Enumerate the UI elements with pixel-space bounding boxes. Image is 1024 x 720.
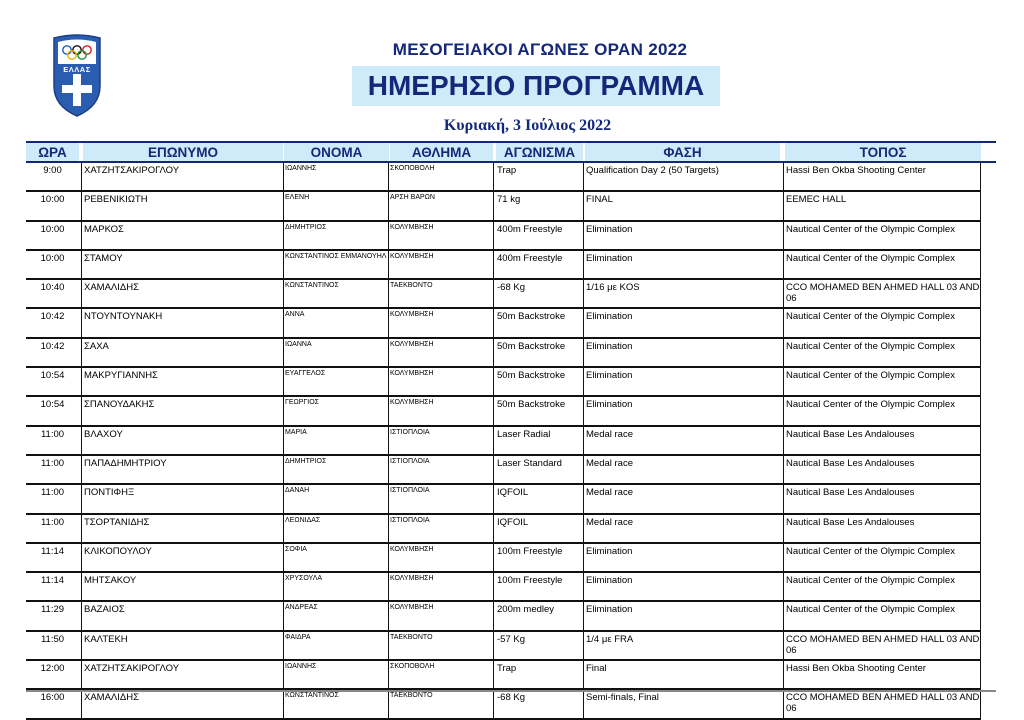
cell-surname: ΠΟΝΤΙΦΗΞ [84, 487, 135, 499]
cell-time: 11:00 [40, 428, 65, 440]
cell-surname: ΜΗΤΣΑΚΟΥ [84, 575, 137, 587]
cell-phase: Elimination [586, 252, 633, 264]
column-divider [783, 339, 784, 366]
column-divider [783, 544, 784, 571]
cell-venue: EEMEC HALL [786, 194, 847, 206]
cell-surname: ΚΑΛΤΕΚΗ [84, 633, 128, 645]
cell-sport: ΚΟΛΥΜΒΗΣΗ [390, 399, 434, 407]
cell-time: 10:54 [40, 399, 65, 411]
cell-name: ΕΥΑΓΓΕΛΟΣ [285, 370, 326, 378]
table-row [26, 222, 981, 251]
table-row [26, 632, 981, 661]
column-divider [81, 690, 82, 717]
cell-time: 10:42 [40, 311, 65, 323]
cell-surname: ΤΣΟΡΤΑΝΙΔΗΣ [84, 516, 150, 528]
table-row [26, 485, 981, 514]
column-divider [493, 368, 494, 395]
column-divider [783, 222, 784, 249]
cell-name: ΚΩΝΣΤΑΝΤΙΝΟΣ [285, 282, 339, 290]
document-title: ΜΕΣΟΓΕΙΑΚΟΙ ΑΓΩΝΕΣ ΟΡΑΝ 2022 [392, 40, 688, 59]
cell-sport: ΙΣΤΙΟΠΛΟΙΑ [390, 516, 430, 524]
cell-venue: Nautical Center of the Olympic Complex [786, 545, 955, 557]
cell-sport: ΤΑΕΚΒΟΝΤΟ [390, 282, 433, 290]
cell-sport: ΣΚΟΠΟΒΟΛΗ [390, 165, 435, 172]
cell-name: ΑΝΔΡΕΑΣ [285, 604, 318, 612]
cell-name: ΣΟΦΙΑ [285, 545, 307, 553]
cell-time: 10:00 [40, 252, 65, 264]
cell-venue: Nautical Base Les Andalouses [786, 457, 915, 469]
cell-event: 100m Freestyle [497, 545, 563, 557]
column-header-time: ΩΡΑ [26, 143, 79, 161]
cell-sport: ΤΑΕΚΒΟΝΤΟ [390, 692, 433, 700]
cell-venue: CCO MOHAMED BEN AHMED HALL 03 AND 06 [786, 633, 980, 656]
cell-surname: ΧΑΤΖΗΤΣΑΚΙΡΟΓΛΟΥ [84, 663, 180, 675]
logo-text: ΕΛΛΑΣ [63, 65, 91, 74]
cell-phase: Elimination [586, 399, 633, 411]
cell-venue: Nautical Center of the Olympic Complex [786, 604, 955, 616]
column-divider [493, 456, 494, 483]
cell-name: ΦΑΙΔΡΑ [285, 633, 311, 641]
column-divider [81, 544, 82, 571]
cell-name: ΑΝΝΑ [285, 311, 305, 319]
cell-time: 10:00 [40, 223, 65, 235]
cell-phase: Final [586, 663, 607, 675]
cell-sport: ΑΡΣΗ ΒΑΡΩΝ [390, 194, 435, 202]
table-row [26, 515, 981, 544]
cell-phase: Elimination [586, 575, 633, 587]
column-divider [783, 690, 784, 717]
table-row [26, 456, 981, 485]
cell-venue: Nautical Center of the Olympic Complex [786, 575, 955, 587]
cell-sport: ΚΟΛΥΜΒΗΣΗ [390, 545, 434, 553]
table-row [26, 544, 981, 573]
column-header-event: ΑΓΩΝΙΣΜΑ [496, 143, 583, 161]
cell-event: 50m Backstroke [497, 340, 566, 352]
cell-event: -57 Kg [497, 633, 525, 645]
cell-name: ΛΕΩΝΙΔΑΣ [285, 516, 321, 524]
cell-venue: CCO MOHAMED BEN AHMED HALL 03 AND 06 [786, 692, 980, 715]
column-divider [493, 544, 494, 571]
table-row [26, 309, 981, 338]
cell-sport: ΙΣΤΙΟΠΛΟΙΑ [390, 487, 430, 495]
cell-venue: Nautical Center of the Olympic Complex [786, 252, 955, 264]
cell-name: ΚΩΝΣΤΑΝΤΙΝΟΣ ΕΜΜΑΝΟΥΗΛ [285, 252, 387, 260]
cell-event: Laser Radial [497, 428, 551, 440]
cell-event: 400m Freestyle [497, 252, 563, 264]
schedule-table-body [26, 163, 981, 720]
column-divider [81, 661, 82, 688]
column-divider [783, 661, 784, 688]
cell-surname: ΣΠΑΝΟΥΔΑΚΗΣ [84, 399, 155, 411]
cell-sport: ΚΟΛΥΜΒΗΣΗ [390, 575, 434, 583]
cell-event: IQFOIL [497, 516, 529, 528]
document-date: Κυριακή, 3 Ιούλιος 2022 [443, 117, 612, 134]
cell-venue: Nautical Center of the Olympic Complex [786, 370, 955, 382]
cell-sport: ΤΑΕΚΒΟΝΤΟ [390, 633, 433, 641]
cell-venue: Nautical Center of the Olympic Complex [786, 311, 955, 323]
column-divider [493, 602, 494, 629]
cell-name: ΓΕΩΡΓΙΟΣ [285, 399, 319, 407]
cell-name: ΚΩΝΣΤΑΝΤΙΝΟΣ [285, 692, 339, 700]
table-row [26, 397, 981, 426]
cell-surname: ΜΑΚΡΥΓΙΑΝΝΗΣ [84, 370, 158, 382]
cell-time: 16:00 [40, 692, 65, 704]
cell-time: 10:42 [40, 340, 65, 352]
column-header-name: ΟΝΟΜΑ [284, 143, 389, 161]
cell-event: -68 Kg [497, 692, 525, 704]
column-divider [783, 280, 784, 307]
table-row [26, 339, 981, 368]
column-divider [81, 368, 82, 395]
cell-venue: Nautical Base Les Andalouses [786, 487, 915, 499]
cell-phase: Elimination [586, 311, 633, 323]
column-divider [783, 632, 784, 659]
column-divider [81, 192, 82, 219]
column-divider [493, 661, 494, 688]
column-divider [493, 280, 494, 307]
cell-phase: Semi-finals, Final [586, 692, 659, 704]
cell-phase: Qualification Day 2 (50 Targets) [586, 165, 719, 176]
cell-event: 50m Backstroke [497, 311, 566, 323]
table-row [26, 573, 981, 602]
cell-sport: ΚΟΛΥΜΒΗΣΗ [390, 223, 434, 231]
cell-sport: ΙΣΤΙΟΠΛΟΙΑ [390, 428, 430, 436]
cell-event: -68 Kg [497, 282, 525, 294]
cell-phase: Elimination [586, 370, 633, 382]
cell-venue: Hassi Ben Okba Shooting Center [786, 165, 926, 176]
cell-surname: ΒΛΑΧΟΥ [84, 428, 123, 440]
column-divider [81, 222, 82, 249]
column-divider [81, 163, 82, 190]
cell-time: 11:00 [40, 457, 65, 469]
cell-name: ΙΩΑΝΝΑ [285, 340, 312, 348]
cell-event: 50m Backstroke [497, 370, 566, 382]
cell-phase: Elimination [586, 340, 633, 352]
cell-sport: ΣΚΟΠΟΒΟΛΗ [390, 663, 435, 671]
cell-venue: Nautical Center of the Olympic Complex [786, 223, 955, 235]
column-divider [81, 397, 82, 424]
column-divider [493, 339, 494, 366]
column-divider [493, 573, 494, 600]
column-divider [783, 192, 784, 219]
cell-phase: Medal race [586, 457, 633, 469]
cell-phase: Medal race [586, 428, 633, 440]
cell-name: ΔΗΜΗΤΡΙΟΣ [285, 457, 327, 465]
cell-event: 100m Freestyle [497, 575, 563, 587]
cell-sport: ΚΟΛΥΜΒΗΣΗ [390, 370, 434, 378]
column-header-phase: ΦΑΣΗ [585, 143, 780, 161]
page-bottom-rule [26, 690, 996, 692]
cell-surname: ΧΑΤΖΗΤΣΑΚΙΡΟΓΛΟΥ [84, 165, 180, 176]
column-divider [81, 485, 82, 512]
column-divider [81, 632, 82, 659]
cell-name: ΧΡΥΣΟΥΛΑ [285, 575, 323, 583]
cell-event: Trap [497, 663, 517, 675]
column-divider [783, 456, 784, 483]
cell-surname: ΚΛΙΚΟΠΟΥΛΟΥ [84, 545, 152, 557]
column-divider [81, 309, 82, 336]
column-divider [783, 515, 784, 542]
cell-event: IQFOIL [497, 487, 529, 499]
cell-time: 10:40 [40, 282, 65, 294]
column-divider [783, 368, 784, 395]
cell-surname: ΣΑΧΑ [84, 340, 109, 352]
cell-sport: ΚΟΛΥΜΒΗΣΗ [390, 252, 434, 260]
cell-name: ΙΩΑΝΝΗΣ [285, 165, 317, 172]
table-row [26, 661, 981, 690]
cell-time: 9:00 [43, 165, 62, 176]
cell-surname: ΧΑΜΑΛΙΔΗΣ [84, 282, 139, 294]
cell-sport: ΚΟΛΥΜΒΗΣΗ [390, 311, 434, 319]
cell-phase: Elimination [586, 604, 633, 616]
table-row [26, 368, 981, 397]
column-divider [493, 485, 494, 512]
cell-event: Laser Standard [497, 457, 562, 469]
column-divider [81, 515, 82, 542]
column-divider [783, 573, 784, 600]
column-divider [493, 309, 494, 336]
cell-venue: CCO MOHAMED BEN AHMED HALL 03 AND 06 [786, 282, 980, 305]
column-divider [783, 485, 784, 512]
cell-time: 10:00 [40, 194, 65, 206]
cell-phase: 1/4 με FRA [586, 633, 634, 645]
cell-sport: ΙΣΤΙΟΠΛΟΙΑ [390, 457, 430, 465]
cell-venue: Nautical Base Les Andalouses [786, 516, 915, 528]
column-divider [81, 573, 82, 600]
table-row [26, 163, 981, 192]
cell-surname: ΠΑΠΑΔΗΜΗΤΡΙΟΥ [84, 457, 167, 469]
cell-phase: FINAL [586, 194, 613, 206]
table-row [26, 602, 981, 631]
column-divider [493, 632, 494, 659]
cell-time: 10:54 [40, 370, 65, 382]
cell-name: ΜΑΡΙΑ [285, 428, 307, 436]
column-divider [783, 309, 784, 336]
column-divider [81, 280, 82, 307]
cell-surname: ΒΑΖΑΙΟΣ [84, 604, 125, 616]
cell-venue: Nautical Center of the Olympic Complex [786, 340, 955, 352]
cell-surname: ΧΑΜΑΛΙΔΗΣ [84, 692, 139, 704]
cell-event: 50m Backstroke [497, 399, 566, 411]
cell-time: 11:14 [40, 545, 65, 557]
cell-event: 400m Freestyle [497, 223, 563, 235]
table-row [26, 251, 981, 280]
table-row [26, 280, 981, 309]
cell-sport: ΚΟΛΥΜΒΗΣΗ [390, 604, 434, 612]
cell-surname: ΡΕΒΕΝΙΚΙΩΤΗ [84, 194, 148, 206]
cell-sport: ΚΟΛΥΜΒΗΣΗ [390, 340, 434, 348]
column-divider [783, 163, 784, 190]
cell-surname: ΝΤΟΥΝΤΟΥΝΑΚΗ [84, 311, 163, 323]
cell-venue: Nautical Center of the Olympic Complex [786, 399, 955, 411]
cell-time: 11:14 [40, 575, 65, 587]
cell-phase: Elimination [586, 223, 633, 235]
cell-time: 11:00 [40, 487, 65, 499]
cell-name: ΔΗΜΗΤΡΙΟΣ [285, 223, 327, 231]
column-divider [81, 427, 82, 454]
cell-event: 200m medley [497, 604, 555, 616]
column-divider [493, 222, 494, 249]
column-divider [493, 427, 494, 454]
cell-event: Trap [497, 165, 517, 176]
column-divider [493, 515, 494, 542]
column-divider [783, 427, 784, 454]
cell-surname: ΜΑΡΚΟΣ [84, 223, 124, 235]
cell-time: 11:00 [40, 516, 65, 528]
cell-surname: ΣΤΑΜΟΥ [84, 252, 123, 264]
cell-time: 11:29 [40, 604, 65, 616]
table-row [26, 427, 981, 456]
cell-phase: 1/16 με KOS [586, 282, 640, 294]
cell-venue: Nautical Base Les Andalouses [786, 428, 915, 440]
document-subtitle: ΗΜΕΡΗΣΙΟ ΠΡΟΓΡΑΜΜΑ [352, 66, 720, 106]
column-divider [81, 456, 82, 483]
column-divider [493, 251, 494, 278]
column-divider [783, 397, 784, 424]
column-divider [493, 397, 494, 424]
column-divider [783, 251, 784, 278]
cell-name: ΕΛΕΝΗ [285, 194, 310, 202]
column-divider [81, 602, 82, 629]
cell-time: 12:00 [40, 663, 65, 675]
column-header-venue: ΤΟΠΟΣ [785, 143, 981, 161]
cell-venue: Hassi Ben Okba Shooting Center [786, 663, 926, 675]
column-divider [493, 192, 494, 219]
cell-time: 11:50 [40, 633, 65, 645]
cell-phase: Medal race [586, 516, 633, 528]
column-divider [493, 163, 494, 190]
column-divider [81, 339, 82, 366]
column-header-sport: ΑΘΛΗΜΑ [390, 143, 493, 161]
cell-name: ΔΑΝΑΗ [285, 487, 310, 495]
column-divider [783, 602, 784, 629]
cell-phase: Elimination [586, 545, 633, 557]
cell-phase: Medal race [586, 487, 633, 499]
cell-event: 71 kg [497, 194, 521, 206]
cell-name: ΙΩΑΝΝΗΣ [285, 663, 317, 671]
column-divider [493, 690, 494, 717]
column-divider [81, 251, 82, 278]
table-row [26, 192, 981, 221]
column-header-surname: ΕΠΩΝΥΜΟ [83, 143, 283, 161]
